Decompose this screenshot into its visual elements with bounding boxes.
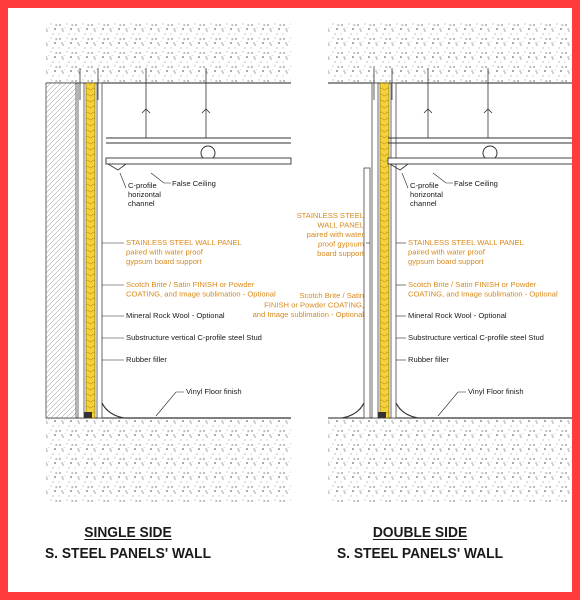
ceiling-slab <box>46 23 291 83</box>
c-profile-label-line: channel <box>128 199 155 208</box>
c-profile-label-line: channel <box>410 199 437 208</box>
finish-label-line: Scotch Brite / Satin FINISH or Powder <box>408 280 537 289</box>
rubber-label: Rubber filler <box>408 355 449 364</box>
finish-label-line: COATING, and Image sublimation - Optional <box>408 289 558 299</box>
panel-1-title: SINGLE SIDE <box>84 524 172 541</box>
gypsum-board <box>372 83 378 418</box>
gypsum-board <box>78 83 84 418</box>
rubber-filler-block <box>378 412 386 418</box>
stainless-label-line: paired with water proof <box>408 247 485 257</box>
c-profile-channel <box>108 164 126 170</box>
left-stainless-label-line: WALL PANEL <box>317 220 364 230</box>
steel-panel-left <box>364 168 370 418</box>
ceiling-slab <box>328 23 572 83</box>
left-stainless-label-line: paired with water <box>306 230 364 239</box>
false-ceiling-label: False Ceiling <box>172 179 216 188</box>
stainless-label-line: paired with water proof <box>126 247 203 257</box>
rock-wool-label: Mineral Rock Wool - Optional <box>408 311 507 320</box>
leader <box>120 173 126 188</box>
leader <box>438 392 466 416</box>
rock-wool-label: Mineral Rock Wool - Optional <box>126 311 225 320</box>
c-profile-label-line: horizontal <box>128 190 161 199</box>
panel-2-title: DOUBLE SIDE <box>372 524 468 541</box>
leader <box>156 392 184 416</box>
panel-1 <box>46 23 291 503</box>
stainless-label-line: STAINLESS STEEL WALL PANEL <box>126 238 242 247</box>
c-profile-label-line: horizontal <box>410 190 443 199</box>
steel-panel <box>391 83 396 418</box>
panel-2 <box>253 23 572 503</box>
left-stainless-label-line: board support <box>317 249 364 258</box>
false-ceiling-board <box>106 158 291 164</box>
left-finish-label-line: Scotch Brite / Satin <box>299 291 364 300</box>
leader <box>402 173 408 188</box>
rubber-label: Rubber filler <box>126 355 167 364</box>
rock-wool <box>86 83 95 418</box>
panel-1-subtitle: S. STEEL PANELS' WALL <box>44 545 212 562</box>
stainless-label-line: gypsum board support <box>408 257 484 266</box>
floor-curve <box>396 403 572 418</box>
drawing-frame <box>8 8 572 592</box>
panel-2-subtitle: S. STEEL PANELS' WALL <box>336 545 504 562</box>
steel-panel <box>97 83 102 418</box>
floor-curve-left <box>342 403 364 418</box>
floor-curve <box>102 403 291 418</box>
floor-slab <box>46 418 291 503</box>
stainless-label-line: gypsum board support <box>126 257 202 266</box>
floor-slab <box>328 418 572 503</box>
stainless-label-line: STAINLESS STEEL WALL PANEL <box>408 238 524 247</box>
c-profile-label-line: C-profile <box>410 181 439 190</box>
false-ceiling-label: False Ceiling <box>454 179 498 188</box>
existing-wall <box>46 83 76 418</box>
c-profile-label-line: C-profile <box>128 181 157 190</box>
vinyl-label: Vinyl Floor finish <box>186 387 242 396</box>
finish-label-line: Scotch Brite / Satin FINISH or Powder <box>126 280 255 289</box>
rock-wool <box>380 83 389 418</box>
left-finish-label-line: and Image sublimation - Optional <box>252 310 364 319</box>
left-finish-label-line: FINISH or Powder COATING, <box>264 300 364 310</box>
left-stainless-label-line: STAINLESS STEEL <box>296 211 364 220</box>
wall-section-drawing <box>8 8 572 592</box>
stud-label: Substructure vertical C-profile steel Stud <box>408 333 544 342</box>
false-ceiling-board <box>388 158 572 164</box>
vinyl-label: Vinyl Floor finish <box>468 387 524 396</box>
finish-label-line: COATING, and Image sublimation - Optional <box>126 289 276 299</box>
left-stainless-label-line: proof gypsum <box>317 239 364 249</box>
rubber-filler-block <box>84 412 92 418</box>
stud-label: Substructure vertical C-profile steel Stud <box>126 333 262 342</box>
